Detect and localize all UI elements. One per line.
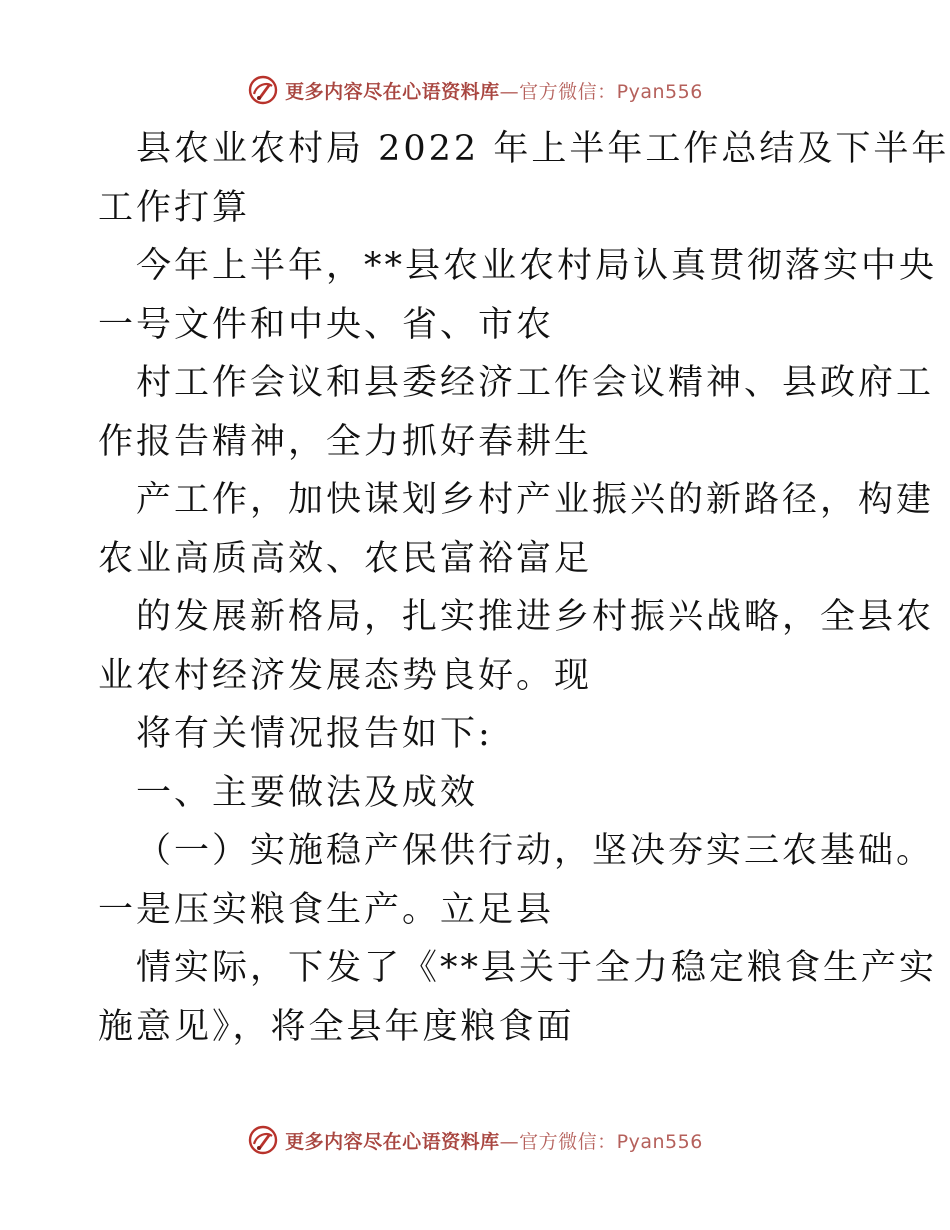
text-line: 施意见》，将全县年度粮食面 <box>98 1006 575 1047</box>
banner-text <box>285 1127 703 1154</box>
red-swirl-pen-logo-icon <box>247 74 279 106</box>
section-heading: 一、主要做法及成效 <box>136 772 479 813</box>
text-line: 业农村经济发展态势良好。现 <box>98 655 593 696</box>
text-line: 一是压实粮食生产。立足县 <box>98 889 555 930</box>
title-line-1: 县农业农村局 2022 年上半年工作总结及下半年 <box>136 129 950 169</box>
text-line: 农业高质高效、农民富裕富足 <box>98 538 593 579</box>
document-body <box>98 120 950 1056</box>
red-swirl-pen-logo-icon <box>247 1124 279 1156</box>
text-line: 产工作，加快谋划乡村产业振兴的新路径，构建 <box>136 480 935 520</box>
text-line: 今年上半年，**县农业农村局认真贯彻落实中央 <box>136 246 938 286</box>
title-line-2: 工作打算 <box>98 187 251 228</box>
banner-main-text: 更多内容尽在心语资料库 <box>285 80 500 103</box>
text-line: 作报告精神，全力抓好春耕生 <box>98 421 593 462</box>
text-line: 情实际，下发了《**县关于全力稳定粮食生产实 <box>136 948 938 988</box>
banner-main-text: 更多内容尽在心语资料库 <box>285 1130 500 1153</box>
banner-text <box>285 77 703 104</box>
subsection-heading: （一）实施稳产保供行动，坚决夯实三农基础。 <box>136 831 935 871</box>
banner-tail-text: —官方微信：Pyan556 <box>499 1130 703 1153</box>
text-line: 的发展新格局，扎实推进乡村振兴战略，全县农 <box>136 597 935 637</box>
text-line: 村工作会议和县委经济工作会议精神、县政府工 <box>136 363 935 403</box>
header-banner <box>0 70 950 110</box>
footer-banner <box>0 1120 950 1160</box>
text-line: 将有关情况报告如下: <box>136 714 493 754</box>
banner-tail-text: —官方微信：Pyan556 <box>499 80 703 103</box>
text-line: 一号文件和中央、省、市农 <box>98 304 555 345</box>
